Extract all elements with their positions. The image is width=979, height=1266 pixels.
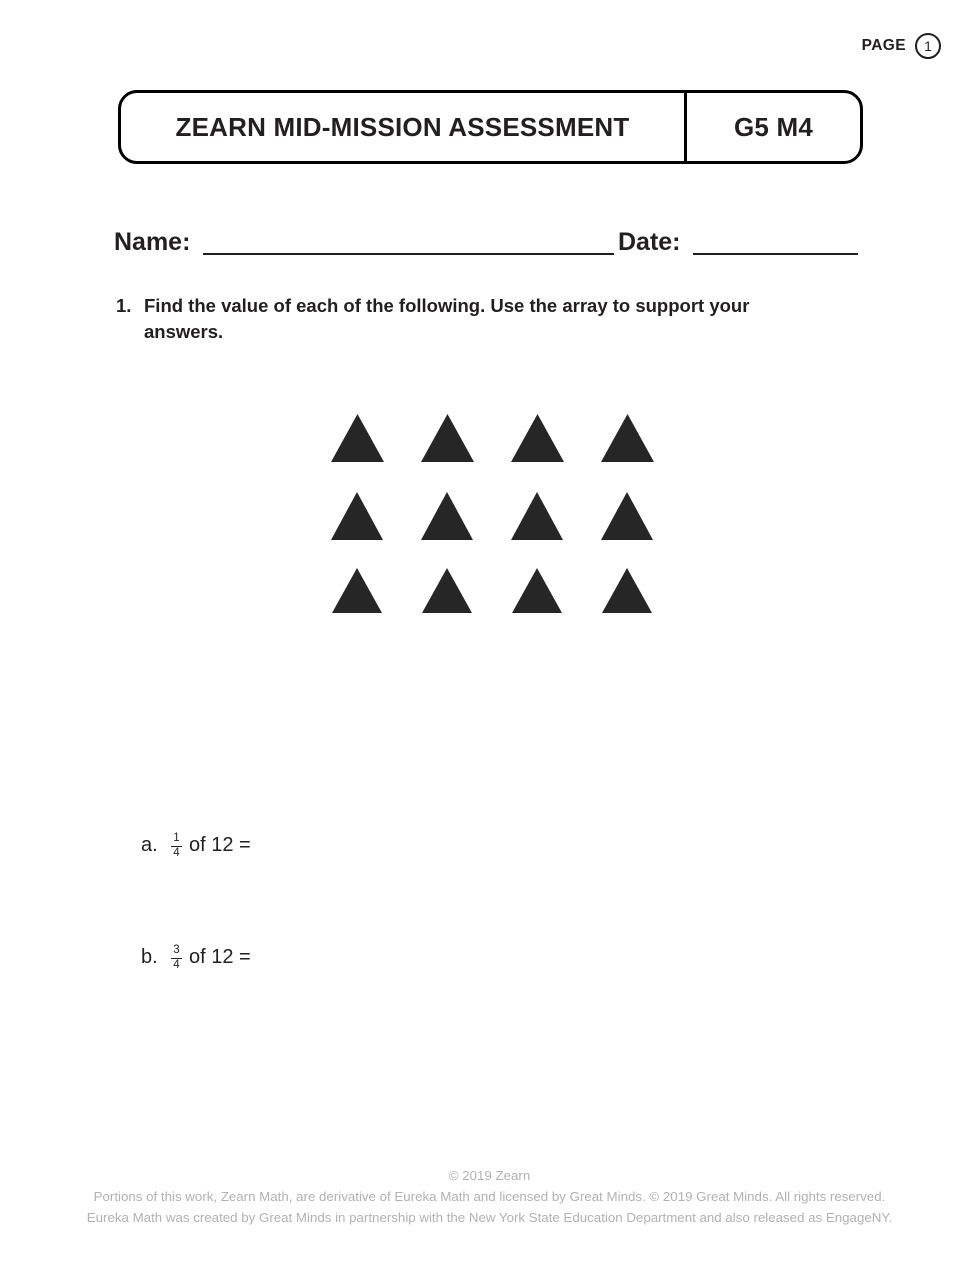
triangle-array-figure: [312, 414, 672, 629]
answer-part-a: [141, 832, 251, 858]
name-date-row: [114, 225, 874, 259]
page-number-badge: 1: [915, 33, 941, 59]
triangle-cell: [492, 414, 582, 462]
date-input-line[interactable]: [693, 253, 858, 255]
footer-attribution-1: Portions of this work, Zearn Math, are derivative of Eureka Math and licensed by Great Minds. © 2019 Great Minds. All rights reserved.: [93, 1189, 886, 1204]
part-b-denominator: 4: [173, 958, 180, 971]
page-label: PAGE: [861, 37, 906, 54]
triangle-row: [312, 414, 672, 462]
part-a-numerator: 1: [173, 832, 180, 844]
part-b-fraction: [171, 945, 182, 971]
triangle-cell: [312, 568, 402, 613]
triangle-row: [312, 568, 672, 613]
triangle-icon: [601, 414, 654, 462]
triangle-cell: [582, 568, 672, 613]
part-b-numerator: 3: [173, 944, 180, 956]
name-input-line[interactable]: [203, 253, 614, 255]
triangle-cell: [582, 492, 672, 540]
name-label: Name:: [114, 228, 191, 256]
page-footer: [0, 1165, 979, 1228]
triangle-cell: [402, 492, 492, 540]
triangle-icon: [512, 568, 562, 613]
assessment-title-banner: [118, 90, 863, 164]
triangle-cell: [312, 414, 402, 462]
answer-part-b: [141, 944, 251, 970]
part-b-letter: b.: [141, 945, 158, 968]
question-text: Find the value of each of the following. Use the array to support your answers.: [144, 295, 750, 342]
assessment-title-section: [121, 93, 687, 161]
triangle-icon: [511, 414, 564, 462]
grade-module-code: G5 M4: [733, 111, 814, 142]
part-a-denominator: 4: [173, 846, 180, 859]
part-a-letter: a.: [141, 833, 158, 856]
triangle-icon: [601, 492, 653, 540]
question-number: 1.: [116, 295, 132, 316]
triangle-icon: [421, 492, 473, 540]
assessment-title: ZEARN MID-MISSION ASSESSMENT: [175, 111, 630, 142]
triangle-cell: [492, 568, 582, 613]
footer-attribution-2: Eureka Math was created by Great Minds in partnership with the New York State Education Department and also released as EngageNY.: [86, 1210, 893, 1225]
triangle-cell: [582, 414, 672, 462]
triangle-row: [312, 492, 672, 540]
triangle-cell: [402, 414, 492, 462]
question-1: [116, 293, 836, 345]
triangle-icon: [602, 568, 652, 613]
triangle-icon: [331, 492, 383, 540]
triangle-icon: [422, 568, 472, 613]
part-b-expression: of 12 =: [189, 945, 251, 968]
triangle-cell: [492, 492, 582, 540]
footer-copyright: © 2019 Zearn: [448, 1168, 531, 1183]
triangle-cell: [312, 492, 402, 540]
triangle-icon: [421, 414, 474, 462]
part-a-fraction: [171, 833, 182, 859]
triangle-icon: [332, 568, 382, 613]
date-label: Date:: [618, 228, 681, 256]
part-a-expression: of 12 =: [189, 833, 251, 856]
triangle-icon: [331, 414, 384, 462]
grade-module-section: [687, 93, 860, 161]
triangle-cell: [402, 568, 492, 613]
triangle-icon: [511, 492, 563, 540]
page-number-header: [862, 33, 941, 59]
